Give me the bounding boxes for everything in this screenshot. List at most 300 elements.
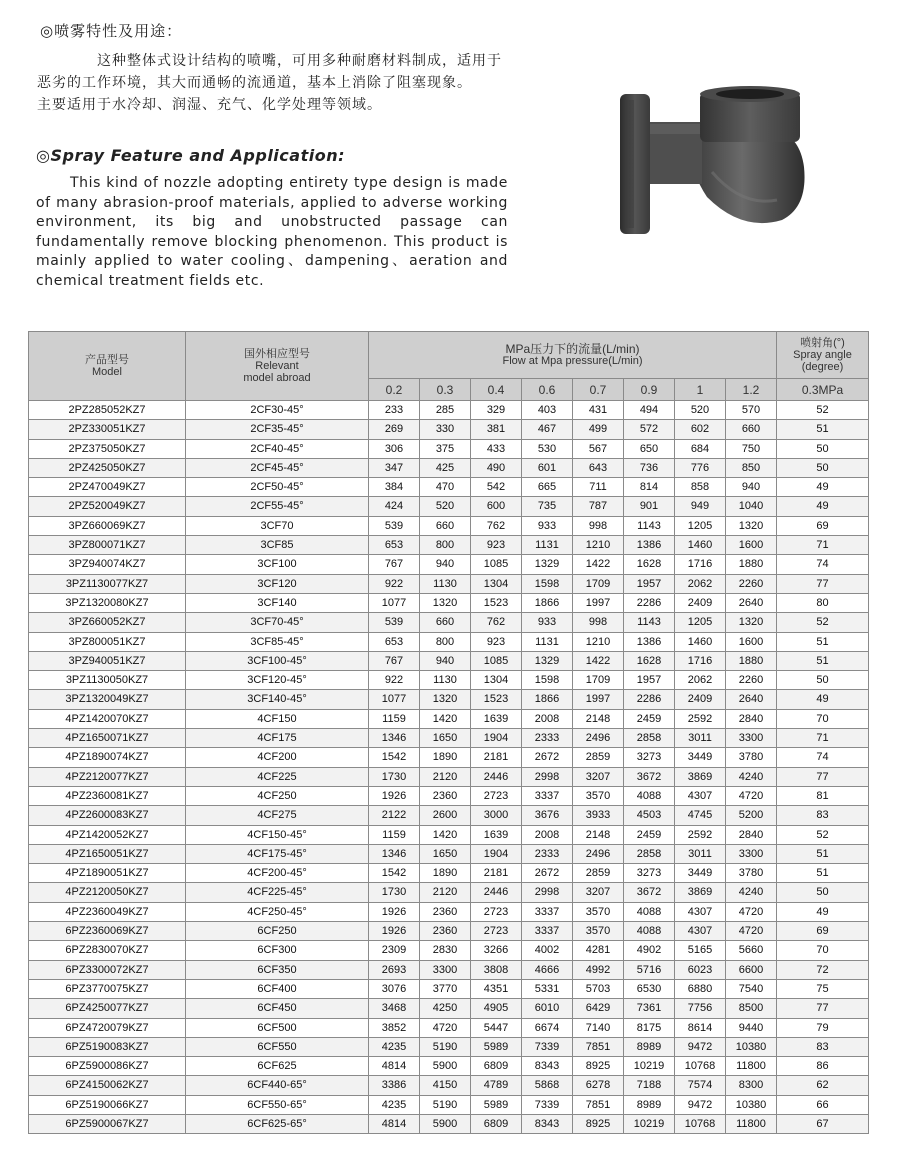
flow-cell: 2062 <box>675 574 726 593</box>
flow-cell: 520 <box>675 401 726 420</box>
table-row <box>29 632 869 651</box>
flow-cell: 2260 <box>726 671 777 690</box>
table-row <box>29 651 869 670</box>
relevant-model-cell: 4CF200-45° <box>186 864 369 883</box>
flow-cell: 3449 <box>675 748 726 767</box>
spray-angle-cell: 83 <box>777 806 869 825</box>
relevant-model-cell: 4CF175 <box>186 729 369 748</box>
flow-cell: 5190 <box>420 1037 471 1056</box>
spray-angle-cell: 51 <box>777 632 869 651</box>
flow-cell: 3780 <box>726 864 777 883</box>
flow-cell: 3780 <box>726 748 777 767</box>
relevant-model-cell: 4CF250 <box>186 786 369 805</box>
flow-cell: 2998 <box>522 883 573 902</box>
flow-cell: 787 <box>573 497 624 516</box>
pressure-header: 0.4 <box>471 379 522 401</box>
flow-cell: 3273 <box>624 864 675 883</box>
nozzle-product-image <box>612 82 808 234</box>
flow-cell: 3207 <box>573 883 624 902</box>
flow-cell: 735 <box>522 497 573 516</box>
flow-cell: 1085 <box>471 555 522 574</box>
relevant-model-cell: 2CF45-45° <box>186 458 369 477</box>
flow-cell: 4002 <box>522 941 573 960</box>
table-row <box>29 902 869 921</box>
flow-cell: 1205 <box>675 516 726 535</box>
flow-cell: 3570 <box>573 902 624 921</box>
angle-header-cn: 喷射角(°) <box>800 337 845 349</box>
flow-cell: 1542 <box>369 748 420 767</box>
flow-cell: 7540 <box>726 979 777 998</box>
table-row <box>29 478 869 497</box>
flow-cell: 285 <box>420 401 471 420</box>
spray-angle-cell: 49 <box>777 478 869 497</box>
flow-cell: 7361 <box>624 999 675 1018</box>
flow-cell: 2122 <box>369 806 420 825</box>
table-row <box>29 786 869 805</box>
flow-cell: 10768 <box>675 1057 726 1076</box>
chinese-description <box>37 50 507 116</box>
flow-cell: 2592 <box>675 709 726 728</box>
relevant-model-cell: 6CF400 <box>186 979 369 998</box>
flow-cell: 711 <box>573 478 624 497</box>
model-cell: 3PZ1320080KZ7 <box>29 593 186 612</box>
flow-cell: 1320 <box>726 613 777 632</box>
flow-cell: 1346 <box>369 729 420 748</box>
flow-cell: 10219 <box>624 1057 675 1076</box>
pressure-header: 0.9 <box>624 379 675 401</box>
chinese-paragraph-line: 主要适用于水冷却、润湿、充气、化学处理等领域。 <box>37 97 382 113</box>
model-cell: 6PZ2830070KZ7 <box>29 941 186 960</box>
flow-cell: 3468 <box>369 999 420 1018</box>
flow-cell: 306 <box>369 439 420 458</box>
flow-cell: 3386 <box>369 1076 420 1095</box>
flow-cell: 800 <box>420 632 471 651</box>
flow-cell: 814 <box>624 478 675 497</box>
relevant-model-cell: 6CF625-65° <box>186 1114 369 1133</box>
flow-cell: 923 <box>471 632 522 651</box>
flow-cell: 490 <box>471 458 522 477</box>
spray-angle-cell: 49 <box>777 690 869 709</box>
flow-cell: 1542 <box>369 864 420 883</box>
flow-cell: 570 <box>726 401 777 420</box>
flow-cell: 10219 <box>624 1114 675 1133</box>
model-cell: 4PZ2360081KZ7 <box>29 786 186 805</box>
flow-cell: 750 <box>726 439 777 458</box>
flow-cell: 4307 <box>675 786 726 805</box>
flow-cell: 6674 <box>522 1018 573 1037</box>
relevant-model-cell: 3CF70 <box>186 516 369 535</box>
flow-cell: 3933 <box>573 806 624 825</box>
spray-angle-cell: 51 <box>777 864 869 883</box>
flow-cell: 7339 <box>522 1095 573 1114</box>
model-cell: 6PZ4720079KZ7 <box>29 1018 186 1037</box>
spray-angle-cell: 49 <box>777 497 869 516</box>
flow-cell: 8925 <box>573 1114 624 1133</box>
spray-angle-cell: 79 <box>777 1018 869 1037</box>
flow-cell: 1077 <box>369 690 420 709</box>
flow-cell: 2309 <box>369 941 420 960</box>
flow-cell: 1730 <box>369 767 420 786</box>
flow-cell: 2120 <box>420 767 471 786</box>
flow-cell: 403 <box>522 401 573 420</box>
flow-cell: 233 <box>369 401 420 420</box>
model-cell: 4PZ1650071KZ7 <box>29 729 186 748</box>
flow-cell: 3266 <box>471 941 522 960</box>
flow-cell: 4307 <box>675 922 726 941</box>
flow-cell: 4905 <box>471 999 522 1018</box>
flow-cell: 1890 <box>420 864 471 883</box>
model-cell: 3PZ1320049KZ7 <box>29 690 186 709</box>
flow-cell: 2333 <box>522 844 573 863</box>
flow-cell: 4814 <box>369 1114 420 1133</box>
model-cell: 4PZ2600083KZ7 <box>29 806 186 825</box>
table-row <box>29 458 869 477</box>
spray-angle-cell: 80 <box>777 593 869 612</box>
flow-cell: 1422 <box>573 555 624 574</box>
table-row <box>29 748 869 767</box>
english-heading: ◎Spray Feature and Application: <box>36 146 345 165</box>
flow-cell: 5190 <box>420 1095 471 1114</box>
flow-cell: 922 <box>369 574 420 593</box>
flow-cell: 2062 <box>675 671 726 690</box>
flow-cell: 2723 <box>471 902 522 921</box>
flow-cell: 1320 <box>726 516 777 535</box>
spray-angle-cell: 50 <box>777 439 869 458</box>
flow-cell: 1131 <box>522 632 573 651</box>
flow-cell: 2446 <box>471 767 522 786</box>
table-row <box>29 401 869 420</box>
model-cell: 2PZ330051KZ7 <box>29 420 186 439</box>
spray-angle-cell: 77 <box>777 574 869 593</box>
table-row <box>29 729 869 748</box>
flow-cell: 933 <box>522 516 573 535</box>
model-cell: 3PZ660052KZ7 <box>29 613 186 632</box>
flow-cell: 3273 <box>624 748 675 767</box>
flow-cell: 1926 <box>369 902 420 921</box>
flow-header-en: Flow at Mpa pressure(L/min) <box>502 355 643 367</box>
flow-cell: 3076 <box>369 979 420 998</box>
flow-cell: 9472 <box>675 1095 726 1114</box>
spray-angle-cell: 71 <box>777 536 869 555</box>
flow-cell: 684 <box>675 439 726 458</box>
flow-header-cn: MPa压力下的流量(L/min) <box>505 342 640 356</box>
flow-cell: 10380 <box>726 1095 777 1114</box>
relevant-model-cell: 3CF120-45° <box>186 671 369 690</box>
relevant-model-cell: 4CF150 <box>186 709 369 728</box>
relevant-model-cell: 2CF50-45° <box>186 478 369 497</box>
flow-cell: 940 <box>726 478 777 497</box>
flow-cell: 922 <box>369 671 420 690</box>
flow-cell: 4720 <box>726 922 777 941</box>
flow-cell: 1210 <box>573 536 624 555</box>
flow-cell: 6023 <box>675 960 726 979</box>
relevant-model-cell: 6CF550 <box>186 1037 369 1056</box>
flow-cell: 1628 <box>624 555 675 574</box>
flow-cell: 381 <box>471 420 522 439</box>
flow-cell: 5868 <box>522 1076 573 1095</box>
spray-angle-cell: 69 <box>777 922 869 941</box>
flow-cell: 7756 <box>675 999 726 1018</box>
flow-cell: 2409 <box>675 690 726 709</box>
flow-cell: 762 <box>471 516 522 535</box>
flow-cell: 5200 <box>726 806 777 825</box>
flow-cell: 9440 <box>726 1018 777 1037</box>
table-row <box>29 844 869 863</box>
flow-cell: 3011 <box>675 729 726 748</box>
table-row <box>29 941 869 960</box>
flow-cell: 1130 <box>420 574 471 593</box>
pressure-header: 0.3 <box>420 379 471 401</box>
relevant-model-cell: 2CF40-45° <box>186 439 369 458</box>
flow-cell: 2998 <box>522 767 573 786</box>
model-cell: 6PZ4250077KZ7 <box>29 999 186 1018</box>
flow-cell: 2120 <box>420 883 471 902</box>
flow-cell: 6880 <box>675 979 726 998</box>
relevant-model-cell: 2CF35-45° <box>186 420 369 439</box>
flow-cell: 4992 <box>573 960 624 979</box>
model-cell: 4PZ1890074KZ7 <box>29 748 186 767</box>
flow-cell: 2008 <box>522 709 573 728</box>
relevant-model-cell: 4CF200 <box>186 748 369 767</box>
flow-cell: 3808 <box>471 960 522 979</box>
flow-cell: 3337 <box>522 922 573 941</box>
flow-cell: 4666 <box>522 960 573 979</box>
flow-cell: 4088 <box>624 902 675 921</box>
flow-cell: 2672 <box>522 864 573 883</box>
relevant-model-cell: 3CF70-45° <box>186 613 369 632</box>
table-row <box>29 979 869 998</box>
model-cell: 3PZ1130077KZ7 <box>29 574 186 593</box>
table-row <box>29 516 869 535</box>
flow-cell: 425 <box>420 458 471 477</box>
flow-cell: 467 <box>522 420 573 439</box>
flow-cell: 11800 <box>726 1057 777 1076</box>
flow-cell: 1997 <box>573 593 624 612</box>
flow-cell: 5989 <box>471 1037 522 1056</box>
flow-cell: 9472 <box>675 1037 726 1056</box>
flow-cell: 2496 <box>573 844 624 863</box>
flow-cell: 1386 <box>624 536 675 555</box>
table-row <box>29 555 869 574</box>
relevant-model-cell: 6CF625 <box>186 1057 369 1076</box>
flow-cell: 850 <box>726 458 777 477</box>
flow-cell: 1880 <box>726 555 777 574</box>
flow-cell: 3300 <box>420 960 471 979</box>
flow-cell: 1866 <box>522 690 573 709</box>
flow-cell: 7339 <box>522 1037 573 1056</box>
flow-cell: 4720 <box>420 1018 471 1037</box>
flow-cell: 4720 <box>726 902 777 921</box>
model-cell: 3PZ800051KZ7 <box>29 632 186 651</box>
flow-cell: 2260 <box>726 574 777 593</box>
flow-cell: 1730 <box>369 883 420 902</box>
flow-cell: 8343 <box>522 1057 573 1076</box>
flow-cell: 7574 <box>675 1076 726 1095</box>
spray-angle-cell: 71 <box>777 729 869 748</box>
relevant-model-cell: 3CF140 <box>186 593 369 612</box>
flow-cell: 8925 <box>573 1057 624 1076</box>
flow-cell: 2840 <box>726 825 777 844</box>
flow-cell: 1997 <box>573 690 624 709</box>
flow-cell: 1866 <box>522 593 573 612</box>
flow-cell: 1600 <box>726 632 777 651</box>
flow-cell: 2360 <box>420 786 471 805</box>
flow-cell: 5165 <box>675 941 726 960</box>
angle-header-en-2: (degree) <box>801 361 844 373</box>
flow-cell: 3300 <box>726 844 777 863</box>
relevant-model-cell: 6CF550-65° <box>186 1095 369 1114</box>
flow-cell: 660 <box>420 613 471 632</box>
flow-cell: 1650 <box>420 729 471 748</box>
table-row <box>29 709 869 728</box>
model-cell: 6PZ5190066KZ7 <box>29 1095 186 1114</box>
flow-cell: 3011 <box>675 844 726 863</box>
flow-cell: 520 <box>420 497 471 516</box>
flow-cell: 1904 <box>471 844 522 863</box>
flow-cell: 10768 <box>675 1114 726 1133</box>
flow-cell: 4789 <box>471 1076 522 1095</box>
flow-cell: 494 <box>624 401 675 420</box>
flow-cell: 1460 <box>675 536 726 555</box>
flow-cell: 643 <box>573 458 624 477</box>
flow-cell: 2360 <box>420 902 471 921</box>
flow-cell: 1957 <box>624 671 675 690</box>
relevant-header-en-2: model abroad <box>243 372 311 384</box>
table-row <box>29 1095 869 1114</box>
flow-cell: 4307 <box>675 902 726 921</box>
flow-cell: 2181 <box>471 748 522 767</box>
flow-cell: 4503 <box>624 806 675 825</box>
flow-cell: 3869 <box>675 883 726 902</box>
flow-cell: 431 <box>573 401 624 420</box>
table-row <box>29 922 869 941</box>
flow-cell: 1598 <box>522 574 573 593</box>
table-row <box>29 671 869 690</box>
table-row <box>29 497 869 516</box>
flow-cell: 4814 <box>369 1057 420 1076</box>
model-cell: 6PZ2360069KZ7 <box>29 922 186 941</box>
flow-cell: 2723 <box>471 786 522 805</box>
flow-cell: 736 <box>624 458 675 477</box>
chinese-paragraph-line: 这种整体式设计结构的喷嘴，可用多种耐磨材料制成，适用于 <box>97 53 502 69</box>
model-column-header <box>29 332 186 401</box>
spray-angle-cell: 52 <box>777 401 869 420</box>
relevant-model-cell: 3CF100-45° <box>186 651 369 670</box>
spray-angle-cell: 72 <box>777 960 869 979</box>
relevant-model-cell: 3CF85-45° <box>186 632 369 651</box>
relevant-model-cell: 6CF350 <box>186 960 369 979</box>
flow-cell: 776 <box>675 458 726 477</box>
flow-column-header <box>369 332 777 379</box>
flow-cell: 653 <box>369 632 420 651</box>
flow-cell: 4351 <box>471 979 522 998</box>
flow-cell: 4281 <box>573 941 624 960</box>
model-cell: 6PZ5900086KZ7 <box>29 1057 186 1076</box>
spray-angle-cell: 50 <box>777 883 869 902</box>
flow-cell: 3300 <box>726 729 777 748</box>
flow-cell: 1320 <box>420 593 471 612</box>
flow-cell: 7188 <box>624 1076 675 1095</box>
flow-cell: 2360 <box>420 922 471 941</box>
flow-cell: 4088 <box>624 922 675 941</box>
spray-angle-column-header <box>777 332 869 379</box>
flow-cell: 6600 <box>726 960 777 979</box>
flow-cell: 7851 <box>573 1095 624 1114</box>
pressure-header: 0.6 <box>522 379 573 401</box>
flow-cell: 8343 <box>522 1114 573 1133</box>
flow-cell: 2592 <box>675 825 726 844</box>
flow-cell: 2693 <box>369 960 420 979</box>
table-row <box>29 1057 869 1076</box>
flow-cell: 6530 <box>624 979 675 998</box>
table-row <box>29 1076 869 1095</box>
flow-cell: 1346 <box>369 844 420 863</box>
spray-angle-cell: 77 <box>777 767 869 786</box>
spray-angle-cell: 83 <box>777 1037 869 1056</box>
table-row <box>29 420 869 439</box>
flow-cell: 424 <box>369 497 420 516</box>
spray-angle-cell: 51 <box>777 651 869 670</box>
spray-angle-cell: 67 <box>777 1114 869 1133</box>
flow-cell: 7851 <box>573 1037 624 1056</box>
flow-cell: 3869 <box>675 767 726 786</box>
flow-cell: 1143 <box>624 613 675 632</box>
table-row <box>29 960 869 979</box>
relevant-model-cell: 4CF150-45° <box>186 825 369 844</box>
spray-angle-cell: 70 <box>777 941 869 960</box>
flow-cell: 5989 <box>471 1095 522 1114</box>
relevant-model-cell: 6CF250 <box>186 922 369 941</box>
relevant-model-cell: 4CF225-45° <box>186 883 369 902</box>
table-row <box>29 536 869 555</box>
flow-cell: 1639 <box>471 709 522 728</box>
flow-cell: 3570 <box>573 922 624 941</box>
model-cell: 4PZ2120077KZ7 <box>29 767 186 786</box>
spray-angle-cell: 51 <box>777 844 869 863</box>
flow-cell: 329 <box>471 401 522 420</box>
flow-cell: 800 <box>420 536 471 555</box>
spray-angle-cell: 52 <box>777 613 869 632</box>
flow-cell: 5703 <box>573 979 624 998</box>
flow-cell: 1329 <box>522 651 573 670</box>
flow-cell: 539 <box>369 613 420 632</box>
flow-cell: 2830 <box>420 941 471 960</box>
flow-cell: 1523 <box>471 593 522 612</box>
model-header-en: Model <box>92 366 122 378</box>
flow-cell: 2723 <box>471 922 522 941</box>
spray-angle-cell: 74 <box>777 748 869 767</box>
table-row <box>29 864 869 883</box>
spec-table-body <box>29 401 869 1134</box>
table-row <box>29 1114 869 1133</box>
flow-cell: 8175 <box>624 1018 675 1037</box>
flow-cell: 949 <box>675 497 726 516</box>
flow-cell: 1639 <box>471 825 522 844</box>
spray-angle-cell: 50 <box>777 458 869 477</box>
flow-cell: 1709 <box>573 671 624 690</box>
spray-angle-cell: 70 <box>777 709 869 728</box>
spray-nozzle-spec-table <box>28 331 869 1134</box>
spray-angle-cell: 74 <box>777 555 869 574</box>
flow-cell: 2446 <box>471 883 522 902</box>
flow-cell: 2181 <box>471 864 522 883</box>
spray-angle-cell: 69 <box>777 516 869 535</box>
table-row <box>29 883 869 902</box>
flow-cell: 1880 <box>726 651 777 670</box>
flow-cell: 660 <box>420 516 471 535</box>
spray-angle-cell: 86 <box>777 1057 869 1076</box>
flow-cell: 8989 <box>624 1037 675 1056</box>
